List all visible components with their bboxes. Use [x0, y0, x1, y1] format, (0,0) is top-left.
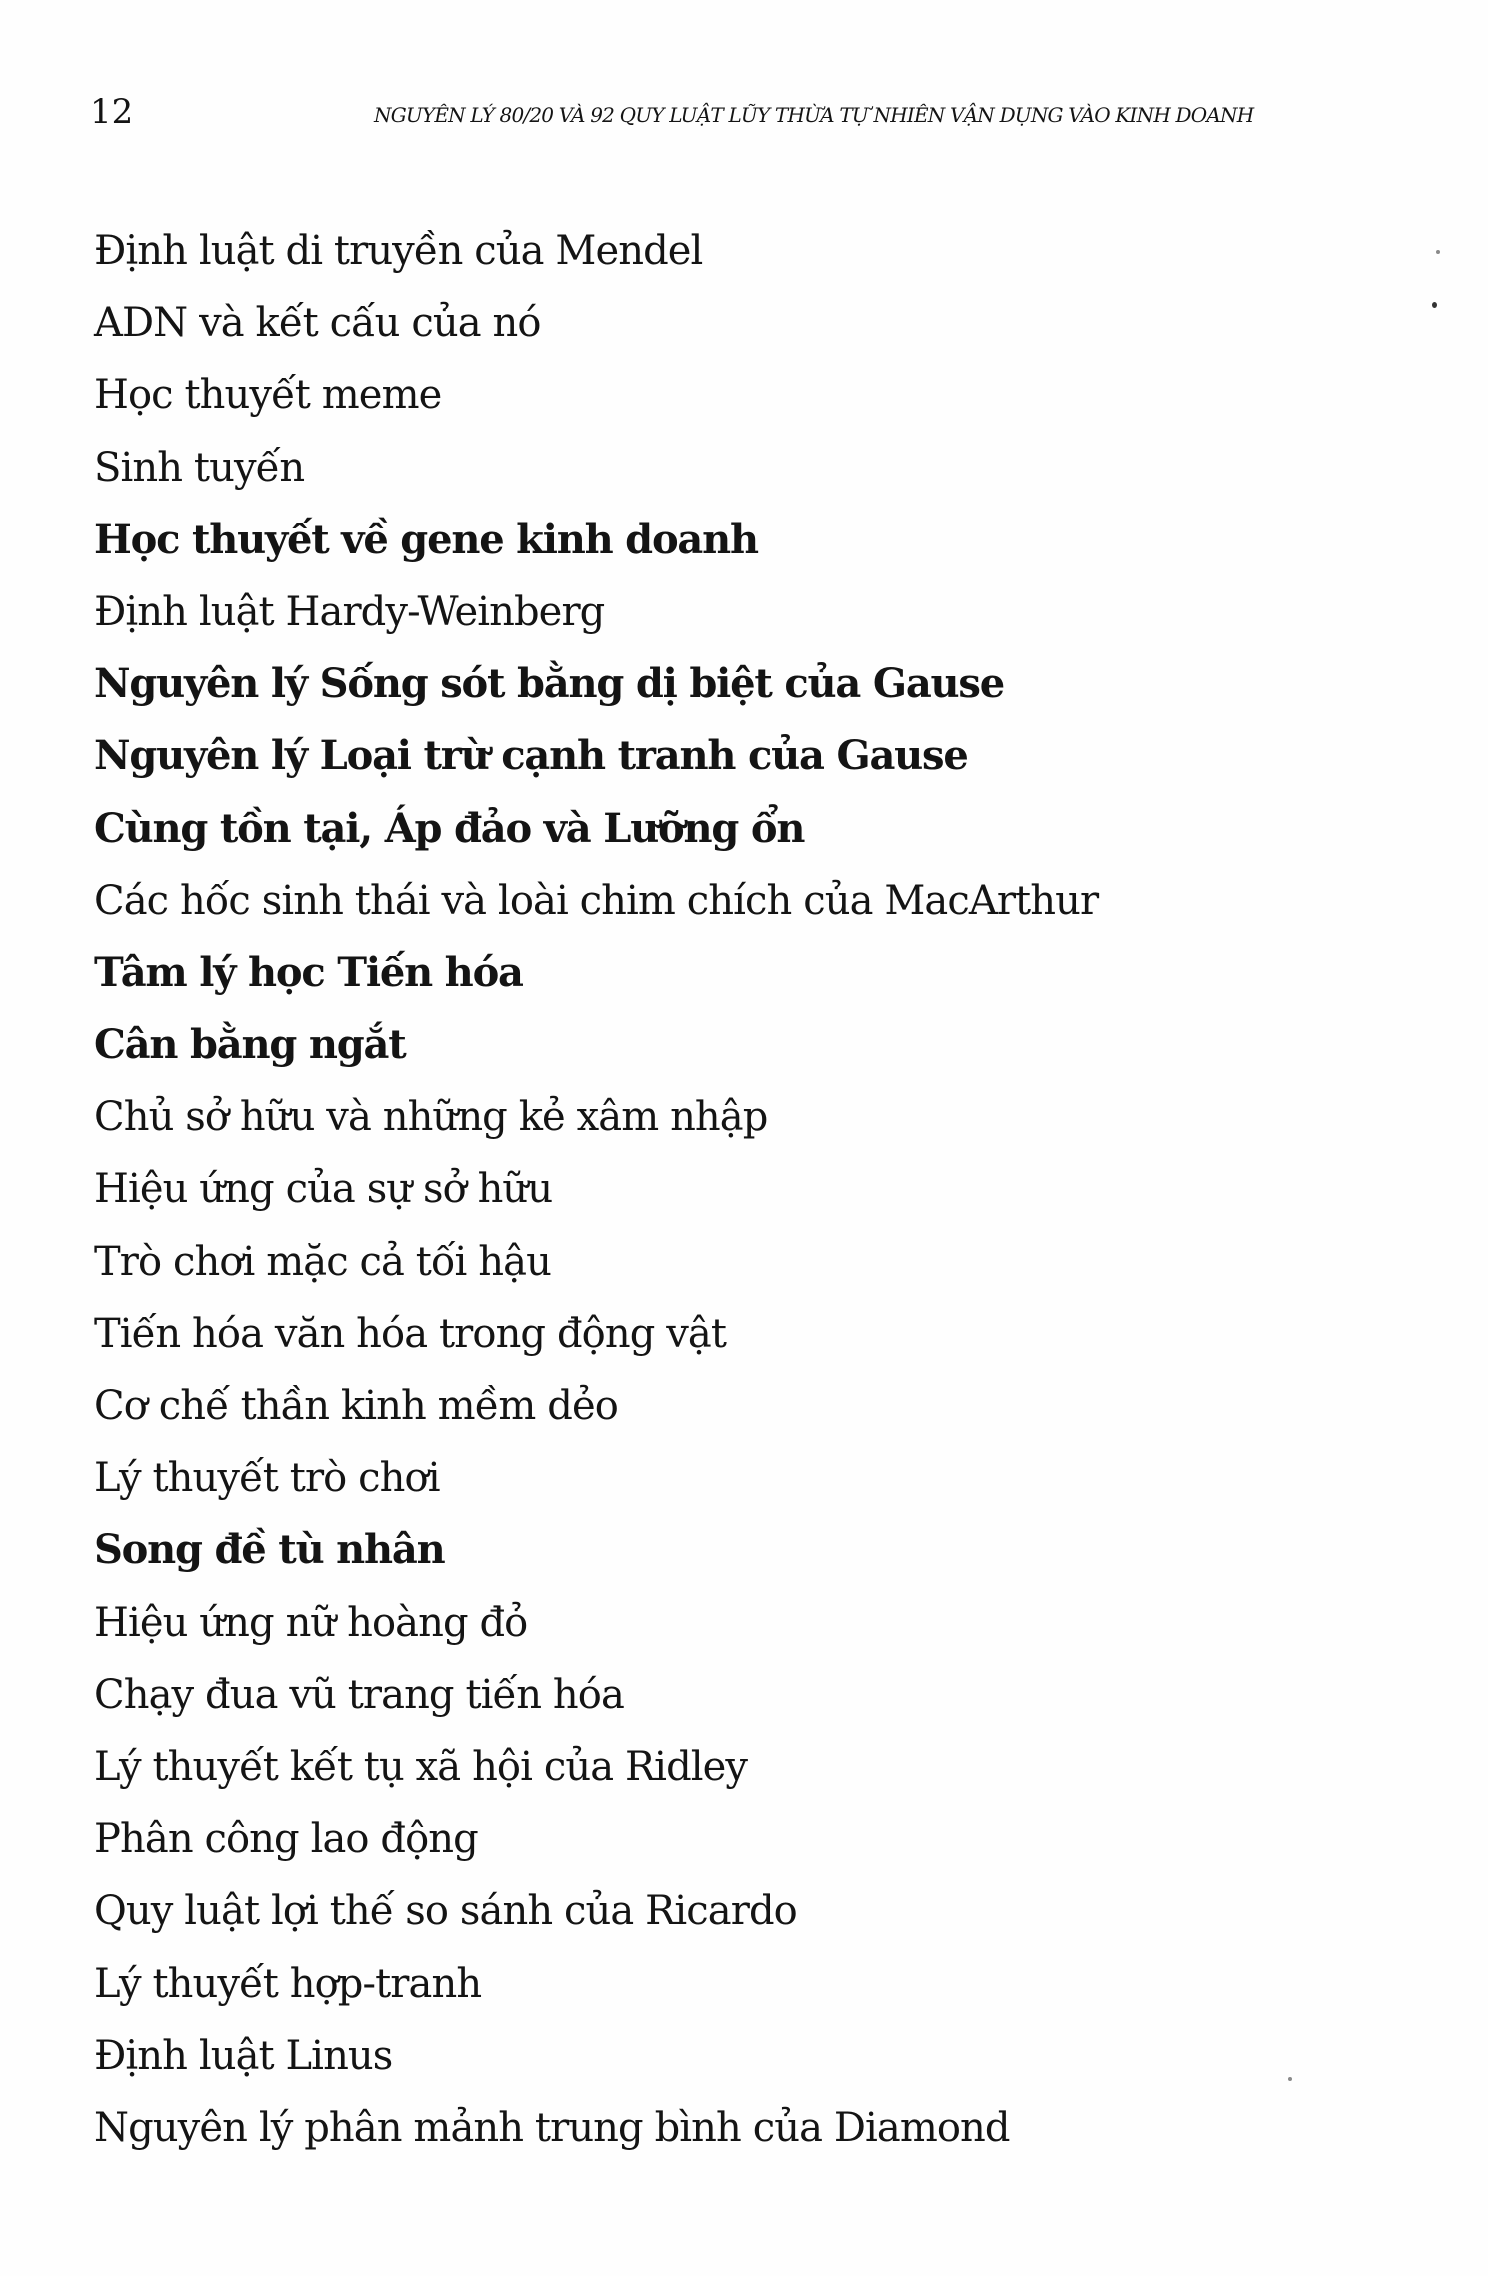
list-item: Chủ sở hữu và những kẻ xâm nhập: [94, 1094, 768, 1141]
list-item: Nguyên lý Loại trừ cạnh tranh của Gause: [94, 732, 968, 780]
running-header: [90, 82, 1410, 142]
list-item: Song đề tù nhân: [94, 1526, 445, 1574]
list-item: Lý thuyết hợp-tranh: [94, 1960, 482, 2007]
list-item: Định luật Linus: [94, 2032, 393, 2079]
running-title: NGUYÊN LÝ 80/20 VÀ 92 QUY LUẬT LŨY THỪA TỰ NHIÊN VẬN DỤNG VÀO KINH DOANH: [374, 103, 1254, 127]
topic-list: [94, 215, 1394, 2164]
list-item: Tâm lý học Tiến hóa: [94, 948, 523, 996]
list-item: Cân bằng ngắt: [94, 1021, 406, 1069]
scan-speck: [1432, 302, 1437, 308]
list-item: Học thuyết meme: [94, 372, 442, 419]
scan-speck: [1436, 250, 1440, 254]
list-item: Các hốc sinh thái và loài chim chích của MacArthur: [94, 877, 1099, 924]
list-item: ADN và kết cấu của nó: [94, 300, 541, 347]
scan-speck: [1288, 2077, 1292, 2081]
list-item: Định luật di truyền của Mendel: [94, 228, 703, 274]
list-item: Hiệu ứng nữ hoàng đỏ: [94, 1599, 528, 1646]
list-item: Lý thuyết trò chơi: [94, 1455, 440, 1502]
list-item: Tiến hóa văn hóa trong động vật: [94, 1310, 727, 1357]
list-item: Nguyên lý Sống sót bằng dị biệt của Gause: [94, 660, 1004, 708]
list-item: Chạy đua vũ trang tiến hóa: [94, 1671, 624, 1718]
list-item: Cùng tồn tại, Áp đảo và Lưỡng ổn: [94, 804, 805, 852]
list-item: Quy luật lợi thế so sánh của Ricardo: [94, 1888, 797, 1935]
list-item: Hiệu ứng của sự sở hữu: [94, 1166, 553, 1213]
list-item: Sinh tuyến: [94, 444, 305, 491]
list-item: Định luật Hardy-Weinberg: [94, 588, 605, 635]
list-item: Nguyên lý phân mảnh trung bình của Diamond: [94, 2104, 1010, 2151]
list-item: Học thuyết về gene kinh doanh: [94, 515, 758, 563]
list-item: Cơ chế thần kinh mềm dẻo: [94, 1383, 618, 1429]
list-item: Phân công lao động: [94, 1816, 478, 1863]
list-item: Lý thuyết kết tụ xã hội của Ridley: [94, 1743, 748, 1790]
page-number: 12: [90, 92, 134, 132]
list-item: Trò chơi mặc cả tối hậu: [94, 1238, 551, 1285]
